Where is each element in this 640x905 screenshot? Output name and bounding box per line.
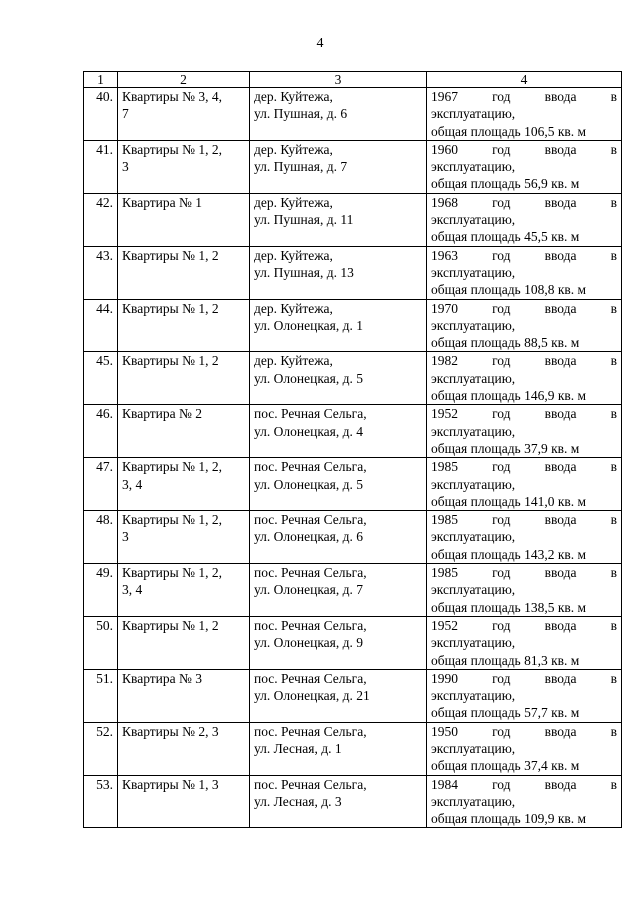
commission-word: год (492, 670, 511, 686)
row-number: 50. (84, 616, 118, 669)
commission-word: в (610, 670, 617, 686)
address-cell (250, 193, 427, 246)
row-number: 49. (84, 564, 118, 617)
address-line: ул. Пушная, д. 13 (254, 264, 354, 280)
commission-word: в (610, 141, 617, 157)
commission-word: ввода (544, 776, 577, 792)
commission-line: эксплуатацию, (431, 688, 516, 704)
address-line: ул. Олонецкая, д. 7 (254, 582, 363, 598)
row-number: 40. (84, 88, 118, 141)
address-cell (250, 775, 427, 828)
row-number: 48. (84, 511, 118, 564)
area-line: общая площадь 106,5 кв. м (431, 123, 587, 139)
premises-line: Квартиры № 1, 2 (122, 353, 219, 369)
address-line: пос. Речная Сельга, (254, 565, 367, 581)
commission-word: в (610, 459, 617, 475)
commission-word: ввода (544, 565, 577, 581)
area-line: общая площадь 37,4 кв. м (431, 758, 580, 774)
address-line: дер. Куйтежа, (254, 300, 333, 316)
commission-word: год (492, 194, 511, 210)
table-row (84, 458, 622, 511)
commission-year: 1985 (431, 512, 458, 528)
commission-year-line (431, 670, 617, 687)
commission-word: в (610, 723, 617, 739)
premises-line: Квартиры № 1, 2, (122, 459, 222, 475)
table-row (84, 564, 622, 617)
table-row (84, 616, 622, 669)
area-line: общая площадь 109,9 кв. м (431, 811, 587, 827)
address-cell (250, 511, 427, 564)
commission-word: год (492, 617, 511, 633)
address-line: дер. Куйтежа, (254, 194, 333, 210)
premises-cell (118, 511, 250, 564)
commission-word: ввода (544, 459, 577, 475)
address-cell (250, 140, 427, 193)
commission-year: 1982 (431, 353, 458, 369)
address-cell (250, 88, 427, 141)
premises-line: Квартиры № 1, 2, (122, 141, 222, 157)
area-line: общая площадь 56,9 кв. м (431, 176, 580, 192)
premises-cell (118, 193, 250, 246)
premises-cell (118, 299, 250, 352)
row-number: 41. (84, 140, 118, 193)
commission-cell (427, 722, 622, 775)
commission-word: ввода (544, 247, 577, 263)
commission-line: эксплуатацию, (431, 793, 516, 809)
commission-line: эксплуатацию, (431, 476, 516, 492)
premises-line: Квартиры № 1, 2 (122, 617, 219, 633)
area-line: общая площадь 45,5 кв. м (431, 229, 580, 245)
commission-word: в (610, 406, 617, 422)
address-line: дер. Куйтежа, (254, 141, 333, 157)
commission-year-line (431, 511, 617, 528)
area-line: общая площадь 138,5 кв. м (431, 599, 587, 615)
premises-cell (118, 352, 250, 405)
commission-year: 1952 (431, 617, 458, 633)
commission-word: год (492, 353, 511, 369)
row-number: 45. (84, 352, 118, 405)
address-line: ул. Олонецкая, д. 6 (254, 529, 363, 545)
premises-line: 3 (122, 159, 129, 175)
commission-year-line (431, 617, 617, 634)
commission-word: год (492, 89, 511, 104)
row-number: 43. (84, 246, 118, 299)
commission-word: ввода (544, 353, 577, 369)
commission-word: в (610, 776, 617, 792)
header-col-2: 2 (118, 72, 250, 88)
commission-word: ввода (544, 670, 577, 686)
commission-year: 1990 (431, 670, 458, 686)
header-col-3: 3 (250, 72, 427, 88)
row-number: 42. (84, 193, 118, 246)
address-line: ул. Пушная, д. 7 (254, 159, 348, 175)
commission-cell (427, 775, 622, 828)
commission-year-line (431, 352, 617, 369)
commission-word: ввода (544, 194, 577, 210)
commission-year-line (431, 194, 617, 211)
commission-word: ввода (544, 617, 577, 633)
commission-line: эксплуатацию, (431, 635, 516, 651)
address-line: ул. Олонецкая, д. 1 (254, 317, 363, 333)
address-line: ул. Олонецкая, д. 5 (254, 370, 363, 386)
commission-year: 1950 (431, 723, 458, 739)
commission-year: 1960 (431, 141, 458, 157)
premises-line: Квартиры № 1, 2, (122, 512, 222, 528)
premises-line: Квартира № 2 (122, 406, 203, 422)
header-col-1: 1 (84, 72, 118, 88)
area-line: общая площадь 88,5 кв. м (431, 335, 580, 351)
row-number: 44. (84, 299, 118, 352)
address-line: пос. Речная Сельга, (254, 406, 367, 422)
commission-word: год (492, 565, 511, 581)
address-line: ул. Олонецкая, д. 4 (254, 423, 363, 439)
address-line: пос. Речная Сельга, (254, 670, 367, 686)
address-cell (250, 564, 427, 617)
table-header-row (84, 72, 622, 88)
area-line: общая площадь 81,3 кв. м (431, 652, 580, 668)
row-number: 47. (84, 458, 118, 511)
commission-word: ввода (544, 300, 577, 316)
commission-cell (427, 405, 622, 458)
commission-word: в (610, 300, 617, 316)
table-row (84, 775, 622, 828)
premises-cell (118, 564, 250, 617)
commission-word: в (610, 89, 617, 104)
area-line: общая площадь 141,0 кв. м (431, 493, 587, 509)
premises-cell (118, 458, 250, 511)
commission-word: в (610, 194, 617, 210)
address-cell (250, 246, 427, 299)
commission-line: эксплуатацию, (431, 159, 516, 175)
commission-cell (427, 299, 622, 352)
commission-cell (427, 669, 622, 722)
commission-year-line (431, 564, 617, 581)
commission-line: эксплуатацию, (431, 317, 516, 333)
commission-line: эксплуатацию, (431, 582, 516, 598)
premises-cell (118, 246, 250, 299)
commission-year: 1952 (431, 406, 458, 422)
premises-line: 3, 4 (122, 582, 143, 598)
premises-line: Квартира № 3 (122, 670, 203, 686)
commission-line: эксплуатацию, (431, 264, 516, 280)
commission-word: год (492, 776, 511, 792)
commission-year-line (431, 247, 617, 264)
premises-line: Квартиры № 1, 3 (122, 776, 219, 792)
page-number: 4 (316, 36, 324, 51)
premises-cell (118, 669, 250, 722)
address-line: ул. Лесная, д. 3 (254, 793, 342, 809)
address-cell (250, 352, 427, 405)
address-line: ул. Олонецкая, д. 5 (254, 476, 363, 492)
area-line: общая площадь 57,7 кв. м (431, 705, 580, 721)
commission-year: 1984 (431, 776, 458, 792)
premises-line: 3 (122, 529, 129, 545)
commission-year-line (431, 141, 617, 158)
address-cell (250, 458, 427, 511)
commission-word: в (610, 353, 617, 369)
commission-word: год (492, 141, 511, 157)
table-row (84, 405, 622, 458)
commission-year: 1985 (431, 565, 458, 581)
commission-year: 1967 (431, 89, 458, 104)
commission-word: ввода (544, 723, 577, 739)
premises-cell (118, 722, 250, 775)
commission-line: эксплуатацию, (431, 529, 516, 545)
address-line: ул. Олонецкая, д. 9 (254, 635, 363, 651)
commission-line: эксплуатацию, (431, 740, 516, 756)
commission-word: год (492, 406, 511, 422)
row-number: 46. (84, 405, 118, 458)
commission-word: ввода (544, 512, 577, 528)
address-cell (250, 299, 427, 352)
commission-word: в (610, 512, 617, 528)
commission-cell (427, 140, 622, 193)
commission-year-line (431, 723, 617, 740)
commission-word: в (610, 617, 617, 633)
commission-year-line (431, 300, 617, 317)
premises-line: Квартира № 1 (122, 194, 203, 210)
commission-word: год (492, 247, 511, 263)
address-line: дер. Куйтежа, (254, 353, 333, 369)
area-line: общая площадь 37,9 кв. м (431, 440, 580, 456)
row-number: 53. (84, 775, 118, 828)
commission-cell (427, 88, 622, 141)
commission-year: 1968 (431, 194, 458, 210)
premises-cell (118, 775, 250, 828)
commission-cell (427, 564, 622, 617)
address-cell (250, 405, 427, 458)
premises-cell (118, 405, 250, 458)
commission-year: 1963 (431, 247, 458, 263)
commission-year-line (431, 458, 617, 475)
commission-year-line (431, 88, 617, 105)
address-line: пос. Речная Сельга, (254, 459, 367, 475)
table-row (84, 511, 622, 564)
area-line: общая площадь 108,8 кв. м (431, 282, 587, 298)
commission-word: ввода (544, 89, 577, 104)
address-cell (250, 616, 427, 669)
commission-cell (427, 458, 622, 511)
commission-line: эксплуатацию, (431, 423, 516, 439)
address-line: пос. Речная Сельга, (254, 617, 367, 633)
commission-cell (427, 616, 622, 669)
premises-line: Квартиры № 3, 4, (122, 89, 222, 104)
address-line: ул. Лесная, д. 1 (254, 740, 342, 756)
table-row (84, 246, 622, 299)
table-row (84, 722, 622, 775)
registry-table (83, 71, 622, 828)
row-number: 51. (84, 669, 118, 722)
address-line: ул. Олонецкая, д. 21 (254, 688, 370, 704)
address-cell (250, 669, 427, 722)
table-row (84, 352, 622, 405)
commission-word: год (492, 300, 511, 316)
commission-line: эксплуатацию, (431, 212, 516, 228)
premises-line: 7 (122, 106, 129, 122)
commission-line: эксплуатацию, (431, 106, 516, 122)
premises-line: 3, 4 (122, 476, 143, 492)
address-line: пос. Речная Сельга, (254, 723, 367, 739)
commission-word: год (492, 512, 511, 528)
premises-cell (118, 88, 250, 141)
commission-word: в (610, 247, 617, 263)
commission-line: эксплуатацию, (431, 370, 516, 386)
commission-cell (427, 246, 622, 299)
commission-word: год (492, 459, 511, 475)
address-line: пос. Речная Сельга, (254, 512, 367, 528)
premises-line: Квартиры № 1, 2, (122, 565, 222, 581)
address-line: дер. Куйтежа, (254, 89, 333, 104)
table-row (84, 299, 622, 352)
commission-year: 1970 (431, 300, 458, 316)
commission-year-line (431, 776, 617, 793)
table-body (84, 88, 622, 828)
commission-word: в (610, 565, 617, 581)
address-line: пос. Речная Сельга, (254, 776, 367, 792)
address-line: ул. Пушная, д. 11 (254, 212, 354, 228)
commission-cell (427, 511, 622, 564)
premises-line: Квартиры № 2, 3 (122, 723, 219, 739)
table-row (84, 193, 622, 246)
premises-line: Квартиры № 1, 2 (122, 300, 219, 316)
area-line: общая площадь 143,2 кв. м (431, 546, 587, 562)
commission-cell (427, 193, 622, 246)
premises-cell (118, 616, 250, 669)
row-number: 52. (84, 722, 118, 775)
commission-cell (427, 352, 622, 405)
commission-word: ввода (544, 406, 577, 422)
commission-word: ввода (544, 141, 577, 157)
table-row (84, 88, 622, 141)
commission-word: год (492, 723, 511, 739)
header-col-4: 4 (427, 72, 622, 88)
premises-line: Квартиры № 1, 2 (122, 247, 219, 263)
table-row (84, 669, 622, 722)
table-row (84, 140, 622, 193)
premises-cell (118, 140, 250, 193)
address-line: ул. Пушная, д. 6 (254, 106, 348, 122)
address-line: дер. Куйтежа, (254, 247, 333, 263)
commission-year: 1985 (431, 459, 458, 475)
commission-year-line (431, 405, 617, 422)
area-line: общая площадь 146,9 кв. м (431, 388, 587, 404)
address-cell (250, 722, 427, 775)
